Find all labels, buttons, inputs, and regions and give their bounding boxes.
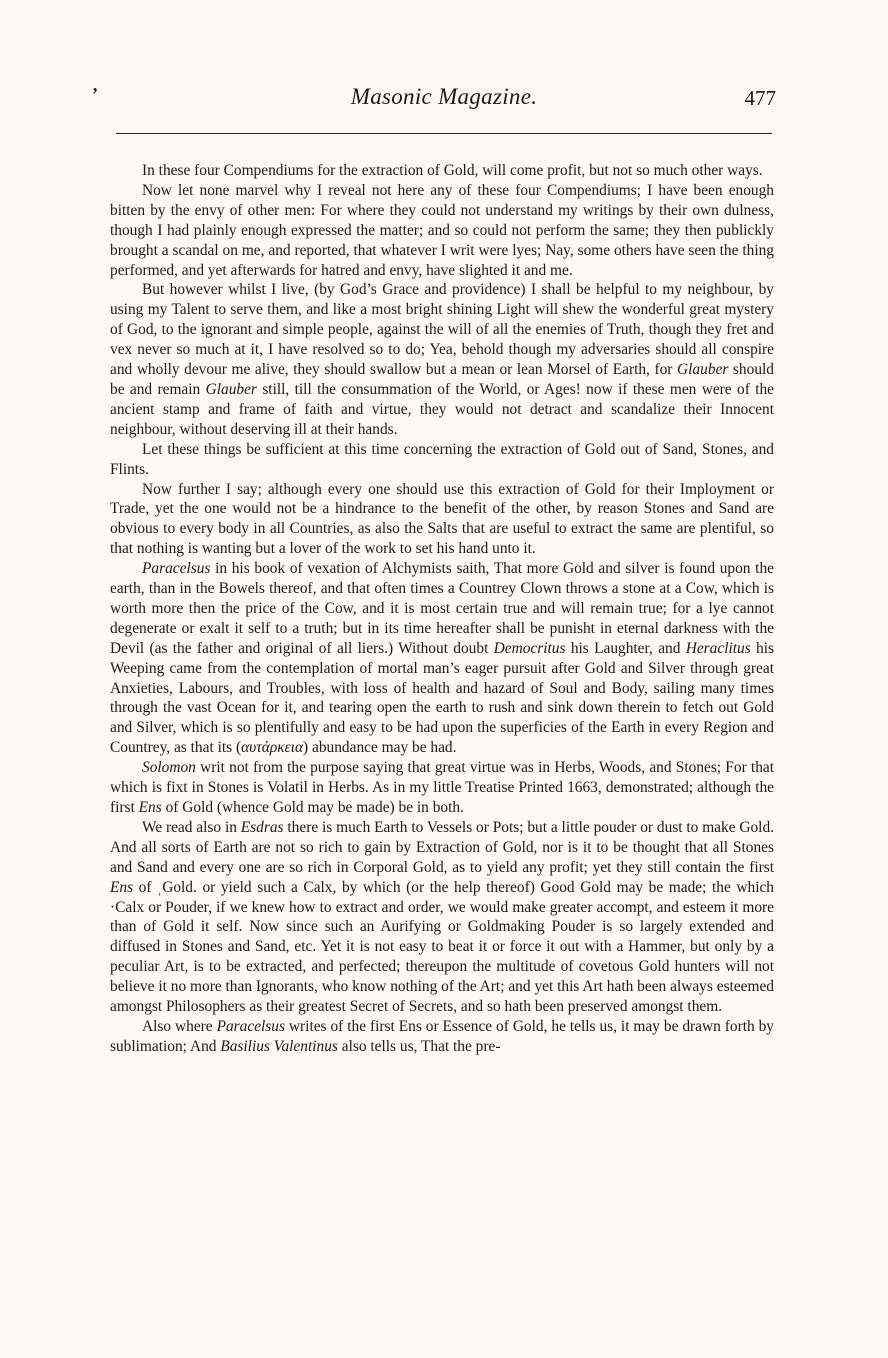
paragraph — [110, 280, 774, 439]
paragraph — [110, 181, 774, 281]
text-run: ) abundance may be had. — [303, 739, 457, 757]
header-rule — [116, 133, 772, 134]
text-run: Now further I say; although every one should use this extraction of Gold for their Imployment or Trade, yet the one would not be a hindrance to the benefit of the other, by reason Stones and Sand are obvious to every body in all Countries, as also the Salts that are useful to extract the same are plentiful, so that nothing is wanting but a lover of the work to set his hand unto it. — [110, 480, 774, 558]
text-run: there is much Earth to Vessels or Pots; but a little pouder or dust to make Gold. And all sorts of Earth are not so rich to gain by Extraction of Gold, nor is it to be thought that all Stones and Sand and every one are so rich in Corporal Gold, as to yield any profit; yet they still contain the first — [110, 818, 775, 876]
text-run: Now let none marvel why I reveal not here any of these four Compendiums; I have been enough bitten by the envy of other men: For where they could not understand my writings by their own dulness, though I had plainly enough expressed the matter; and so could not perform the same; they then publickly brought a scandal on me, and reported, that whatever I writ were lyes; Nay, some others have seen the thing performed, and yet afterwards for hatred and envy, have slighted it and me. — [110, 181, 774, 279]
text-run: in his book of vexation of Alchymists saith, That more Gold and silver is found upon the earth, than in the Bowels thereof, and that often times a Countrey Clown throws a stone at a Cow, which is worth more then the price of the Cow, and it is most certain true and will remain true; for a lye cannot degenerate or exalt it self to a truth; but in its time hereafter shall be punisht in eternal darkness with the Devil (as the father and original of all liers.) Without doubt — [110, 560, 774, 657]
paragraph — [110, 480, 774, 560]
text-run: his Laughter, and — [565, 639, 686, 657]
text-run: still, till the consummation of the World, or Ages! now if these men were of the ancient stamp and frame of faith and virtue, they would not detract and scandalize their Innocent neighbour, without deserving ill at their hands. — [110, 380, 775, 438]
paragraph — [110, 1017, 774, 1057]
italic-text: αυτάρκεια — [241, 739, 304, 757]
text-run: his Weeping came from the contemplation of mortal man’s eager pursuit after Gold and Silver through great Anxieties, Labours, and Troubles, with loss of health and hazard of Soul and Body, sailing many times through the vast Ocean for it, and tearing open the earth to rush and sink down therein to fetch out Gold and Silver, which is so plentifully and easy to be had upon the superficies of the Earth in every Region and Countrey, as that its ( — [110, 639, 774, 757]
body-text — [110, 161, 774, 1057]
text-run: also tells us, That the pre- — [337, 1037, 501, 1055]
gutter-mark: ’ — [92, 84, 98, 104]
italic-text: Heraclitus — [685, 639, 751, 657]
paragraph — [110, 559, 774, 758]
paragraph — [110, 440, 774, 480]
text-run: of ˌGold. or yield such a Calx, by which (or the help thereof) Good Gold may be made; the which ·Calx or Pouder, if we knew how to extract and order, we would make greater accompt, and esteem it more than of Gold it self. Now since such an Aurifying or Goldmaking Pouder is so largely extended and diffused in Stones and Sand, etc. Yet it is not easy to beat it or force it out with a Hammer, but only by a peculiar Art, is to be extracted, and perfected; thereupon the multitude of covetous Gold hunters will not believe it no more than Ignorants, who know nothing of the Art; and yet this Art hath been always esteemed amongst Philosophers as their greatest Secret of Secrets, and so hath been preserved amongst them. — [110, 878, 774, 1016]
italic-text: Paracelsus — [216, 1017, 285, 1035]
paragraph — [110, 818, 774, 1017]
italic-text: Ens — [110, 878, 134, 896]
text-run: writ not from the purpose saying that great virtue was in Herbs, Woods, and Stones; For that which is fixt in Stones is Volatil in Herbs. As in my little Treatise Printed 1663, demonstrated; although the first — [110, 759, 774, 816]
text-run: We read also in — [142, 818, 241, 836]
italic-text: Democritus — [493, 639, 566, 657]
text-run: writes of the first Ens or Essence of Gold, he tells us, it may be drawn forth by sublimation; And — [110, 1017, 775, 1055]
text-run: But however whilst I live, (by God’s Grace and providence) I shall be helpful to my neighbour, by using my Talent to serve them, and like a most bright shining Light will shew the wonderful great mystery of God, to the ignorant and simple people, against the will of all the enemies of Truth, though they fret and vex never so much at it, I have resolved so to do; Yea, behold though my adversaries should all conspire and wholly devour me alive, they should swallow but a mean or lean Morsel of Earth, for — [110, 281, 774, 379]
running-title: Masonic Magazine. — [350, 84, 538, 109]
text-run: In these four Compendiums for the extraction of Gold, will come profit, but not so much other ways. — [142, 162, 763, 179]
italic-text: Glauber — [677, 361, 729, 379]
italic-text: Ens — [138, 799, 162, 816]
italic-text: Glauber — [205, 380, 257, 398]
page-number: 477 — [744, 86, 776, 110]
page-header — [112, 84, 776, 114]
text-run: Let these things be sufficient at this time concerning the extraction of Gold out of Sand, Stones, and Flints. — [110, 440, 774, 478]
italic-text: Solomon — [142, 759, 196, 777]
italic-text: Esdras — [240, 818, 284, 836]
italic-text: Paracelsus — [142, 560, 211, 578]
paragraph — [110, 758, 774, 818]
italic-text: Basilius Valentinus — [220, 1037, 338, 1055]
text-run: should be and remain — [110, 361, 774, 398]
paragraph — [110, 161, 774, 181]
text-run: of Gold (whence Gold may be made) be in both. — [161, 799, 464, 816]
text-run: Also where — [142, 1017, 217, 1035]
